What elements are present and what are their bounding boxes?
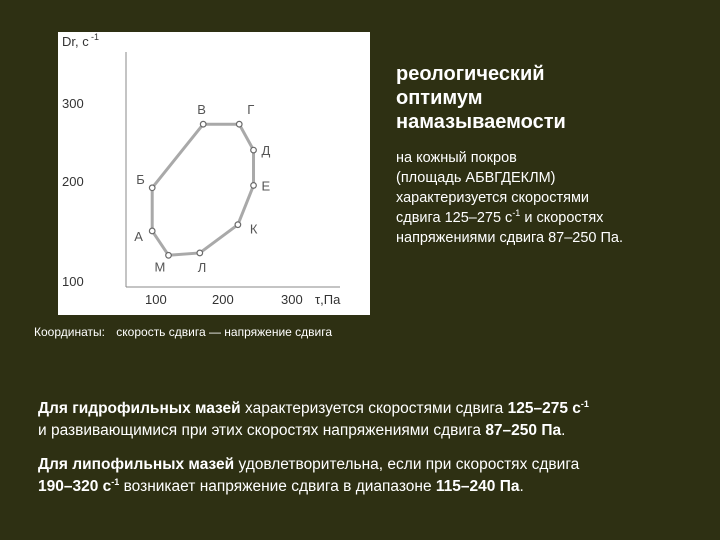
description-line: характеризуется скоростями (396, 190, 590, 206)
bold-lead: Для липофильных мазей (38, 456, 235, 473)
vertex-label: В (197, 102, 206, 118)
vertex-marker (166, 252, 172, 258)
chart-svg (58, 32, 370, 315)
rheology-polygon (152, 124, 253, 255)
vertex-marker (200, 121, 206, 127)
x-tick-label: 100 (145, 292, 167, 307)
heading-description (396, 148, 706, 248)
vertex-label: Б (136, 171, 145, 187)
bold-range: 190–320 с (38, 478, 112, 495)
heading-line: оптимум (396, 87, 483, 109)
vertex-marker (197, 250, 203, 256)
bold-range: 125–275 с (507, 400, 581, 417)
vertex-marker (149, 185, 155, 191)
y-tick-label: 300 (62, 96, 84, 111)
coordinates-value: скорость сдвига — напряжение сдвига (116, 325, 333, 339)
x-tick-label: 200 (212, 292, 234, 307)
superscript: -1 (111, 477, 120, 487)
paragraph-text: удовлетворительна, если при скоростях сдвига (234, 456, 580, 473)
paragraph-text: . (519, 478, 524, 495)
hydrophilic-paragraph (38, 398, 698, 442)
description-line: (площадь АБВГДЕКЛМ) (396, 170, 556, 186)
bold-lead: Для гидрофильных мазей (38, 400, 241, 417)
y-tick-label: 200 (62, 174, 84, 189)
description-line (396, 208, 706, 228)
paragraph-text: характеризуется скоростями сдвига (240, 400, 508, 417)
description-text: сдвига 125–275 с (396, 210, 513, 226)
heading-line: реологический (396, 63, 545, 85)
description-line: напряжениями сдвига 87–250 Па. (396, 230, 624, 246)
rheology-chart (58, 32, 370, 315)
vertex-label: Л (197, 259, 207, 275)
vertex-marker (251, 147, 257, 153)
vertex-label: А (134, 228, 143, 244)
bold-range: 115–240 Па (435, 478, 520, 495)
y-tick-label: 100 (62, 274, 84, 289)
vertex-label: Г (247, 102, 255, 118)
page-heading (396, 62, 696, 134)
y-axis-title-sup: -1 (91, 32, 100, 42)
x-tick-label: 300 (281, 292, 303, 307)
heading-line: намазываемости (396, 111, 566, 133)
x-axis-title: τ,Па (315, 292, 341, 307)
description-line: на кожный покров (396, 150, 517, 166)
coordinates-label: Координаты: (34, 325, 105, 339)
vertex-marker (236, 121, 242, 127)
paragraph-line (38, 420, 698, 442)
vertex-marker (235, 222, 241, 228)
paragraph-line (38, 398, 698, 420)
vertex-marker (251, 183, 257, 189)
lipophilic-paragraph (38, 454, 698, 498)
description-text: и скоростях (520, 210, 604, 226)
vertex-label: Е (261, 178, 271, 194)
bold-range: 87–250 Па (485, 422, 562, 439)
superscript: -1 (580, 399, 589, 409)
paragraph-line (38, 454, 698, 476)
polygon-layer (134, 102, 270, 275)
paragraph-text: и развивающимися при этих скоростях напряжениями сдвига (38, 422, 486, 439)
vertex-marker (149, 228, 155, 234)
vertex-label: К (249, 221, 258, 237)
vertex-label: М (154, 259, 166, 275)
paragraph-text: возникает напряжение сдвига в диапазоне (119, 478, 436, 495)
y-axis-title-text: Dr, c (62, 34, 89, 49)
y-axis-title (62, 32, 99, 49)
coordinates-caption (34, 325, 332, 339)
paragraph-text: . (561, 422, 566, 439)
superscript: -1 (512, 208, 521, 218)
vertex-label: Д (261, 143, 271, 159)
paragraph-line (38, 476, 698, 498)
